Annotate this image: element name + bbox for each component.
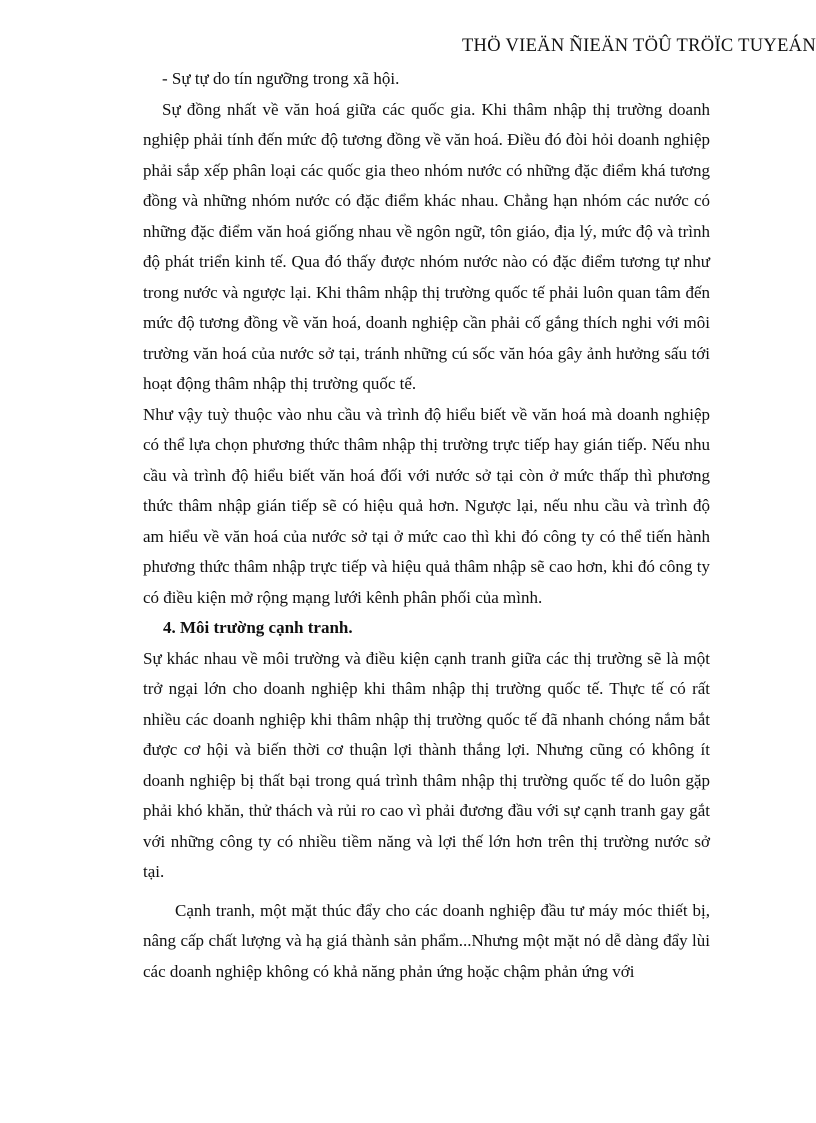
paragraph-entry-choice: Như vậy tuỳ thuộc vào nhu cầu và trình độ hiểu biết về văn hoá mà doanh nghiệp có thể lựa chọn phương thức thâm nhập thị trường trực tiếp hay gián tiếp. Nếu nhu cầu và trình độ hiểu biết văn hoá đối với nước sở tại còn ở mức thấp thì phương thức thâm nhập gián tiếp sẽ có hiệu quả hơn. Ngược lại, nếu nhu cầu và trình độ am hiểu về văn hoá của nước sở tại ở mức cao thì khi đó công ty có thể tiến hành phương thức thâm nhập trực tiếp và hiệu quả thâm nhập sẽ cao hơn, khi đó công ty có điều kiện mở rộng mạng lưới kênh phân phối của mình. [143,404,710,607]
running-header: THÖ VIEÄN ÑIEÄN TÖÛ TRÖÏC TUYEÁN [461,36,816,56]
bullet-religious-freedom: - Sự tự do tín ngưỡng trong xã hội. [162,69,400,88]
section-heading-competition: 4. Môi trường cạnh tranh. [163,618,353,637]
paragraph-competition: Sự khác nhau về môi trường và điều kiện cạnh tranh giữa các thị trường sẽ là một trở ngại lớn cho doanh nghiệp khi thâm nhập thị trường quốc tế. Thực tế có rất nhiều các doanh nghiệp khi thâm nhập thị trường quốc tế đã nhanh chóng nắm bắt được cơ hội và biến thời cơ thuận lợi thành thắng lợi. Nhưng cũng có không ít doanh nghiệp bị thất bại trong quá trình thâm nhập thị trường quốc tế do luôn gặp phải khó khăn, thử thách và rủi ro cao vì phải đương đầu với sự cạnh tranh gay gắt với những công ty có nhiều tiềm năng và lợi thế lớn hơn trên thị trường nước sở tại. [143,648,710,881]
paragraph-cultural-homogeneity: Sự đồng nhất về văn hoá giữa các quốc gia. Khi thâm nhập thị trường doanh nghiệp phải tính đến mức độ tương đồng về văn hoá. Điều đó đòi hỏi doanh nghiệp phải sắp xếp phân loại các quốc gia theo nhóm nước có những đặc điểm khá tương đồng và những nhóm nước có đặc điểm khác nhau. Chẳng hạn nhóm các nước có những đặc điểm văn hoá giống nhau về ngôn ngữ, tôn giáo, địa lý, mức độ và trình độ phát triển kinh tế. Qua đó thấy được nhóm nước nào có đặc điểm tương tự như trong nước và ngược lại. Khi thâm nhập thị trường quốc tế phải luôn quan tâm đến mức độ tương đồng về văn hoá, doanh nghiệp cần phải cố gắng thích nghi với môi trường văn hoá của nước sở tại, tránh những cú sốc văn hóa gây ảnh hưởng sấu tới hoạt động thâm nhập thị trường quốc tế. [143,99,710,393]
document-body [143,64,710,987]
paragraph-competition-effects: Cạnh tranh, một mặt thúc đẩy cho các doanh nghiệp đầu tư máy móc thiết bị, nâng cấp chất lượng và hạ giá thành sản phẩm...Nhưng một mặt nó dễ dàng đẩy lùi các doanh nghiệp không có khả năng phản ứng hoặc chậm phản ứng với [143,900,710,981]
